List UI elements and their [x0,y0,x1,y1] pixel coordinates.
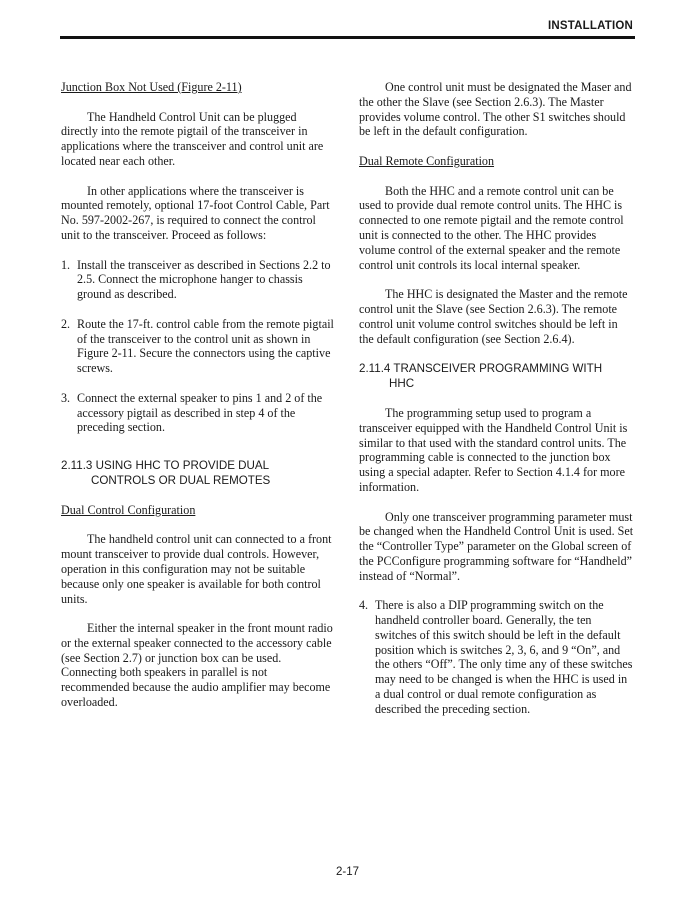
list-number: 1. [61,257,71,272]
paragraph: The handheld control unit can connected to a front mount transceiver to provide dual controls. However, operation in this configuration may not be suitable because only one speaker is available for both control units. [61,532,332,606]
section-heading-line: CONTROLS OR DUAL REMOTES [91,473,271,487]
list-item [61,391,336,435]
paragraph: In other applications where the transceiver is mounted remotely, optional 17-foot Control Cable, Part No. 597-2002-267, is required to connect the control unit to the transceiver. Proceed as follows: [61,183,330,242]
list-number: 3. [61,390,71,405]
paragraph: The HHC is designated the Master and the remote control unit the Slave (see Section 2.6.3). The remote control unit volume control switches should be left in the default configuration (see Section 2.6.4). [359,287,628,346]
junction-box-heading: Junction Box Not Used (Figure 2-11) [61,80,242,94]
paragraph: Only one transceiver programming parameter must be changed when the Handheld Control Unit is used. Set the “Controller Type” parameter on the Global screen of the PCConfigure programming software for “Handheld” instead of “Normal”. [359,509,634,583]
left-column [61,80,336,725]
dual-remote-heading: Dual Remote Configuration [359,153,495,168]
section-heading-line: HHC [389,377,415,391]
list-number: 4. [359,598,369,613]
list-item [359,598,635,716]
running-header-title: INSTALLATION [547,20,633,32]
list-number: 2. [61,316,71,331]
list-text: There is also a DIP programming switch on the handheld controller board. Generally, the ten switches of this switch should be left in the default position which is switches 2, 3, 6, and 9 “On”, and the others “Off”. The only time any of these switches may need to be changed is when the HHC is used in a dual control or dual remote configuration as described the preceding section. [375,598,633,716]
section-heading-2-11-3 [61,458,336,488]
section-heading-2-11-4 [359,361,635,391]
paragraph: Both the HHC and a remote control unit can be used to provide dual remote control units. The HHC is connected to one remote pigtail and the remote control unit is connected to the other. The HHC provides volume control of the external speaker and the remote control unit controls its local internal speaker. [359,183,624,272]
header-rule [60,36,635,39]
list-text: Install the transceiver as described in Sections 2.2 to 2.5. Connect the microphone hanger to chassis ground as described. [77,257,331,302]
list-text: Route the 17-ft. control cable from the remote pigtail of the transceiver to the control unit as shown in Figure 2-11. Secure the connectors using the captive screws. [77,316,334,376]
list-text: Connect the external speaker to pins 1 and 2 of the accessory pigtail as described in step 4 of the preceding section. [77,390,323,435]
list-item [61,258,336,302]
paragraph: Either the internal speaker in the front mount radio or the external speaker connected to the accessory cable (see Section 2.7) or junction box can be used. Connecting both speakers in parallel is not recommended because the audio amplifier may become overloaded. [61,621,333,710]
section-heading-line: 2.11.3 USING HHC TO PROVIDE DUAL [61,458,270,472]
section-heading-line: 2.11.4 TRANSCEIVER PROGRAMMING WITH [359,362,603,376]
dual-control-heading: Dual Control Configuration [61,502,196,517]
paragraph: The programming setup used to program a transceiver equipped with the Handheld Control Unit is similar to that used with the standard control units. The programming cable is connected to the junction box using a special adapter. Refer to Section 4.1.4 for more information. [359,405,628,494]
page-number: 2-17 [335,866,360,878]
paragraph: One control unit must be designated the Maser and the other the Slave (see Section 2.6.3). The Master provides volume control. The other S1 switches should be left in the default configuration. [359,80,632,139]
paragraph: The Handheld Control Unit can be plugged directly into the remote pigtail of the transceiver in applications where the transceiver and control unit are located near each other. [61,109,324,168]
list-item [61,317,336,376]
right-column [359,80,635,731]
